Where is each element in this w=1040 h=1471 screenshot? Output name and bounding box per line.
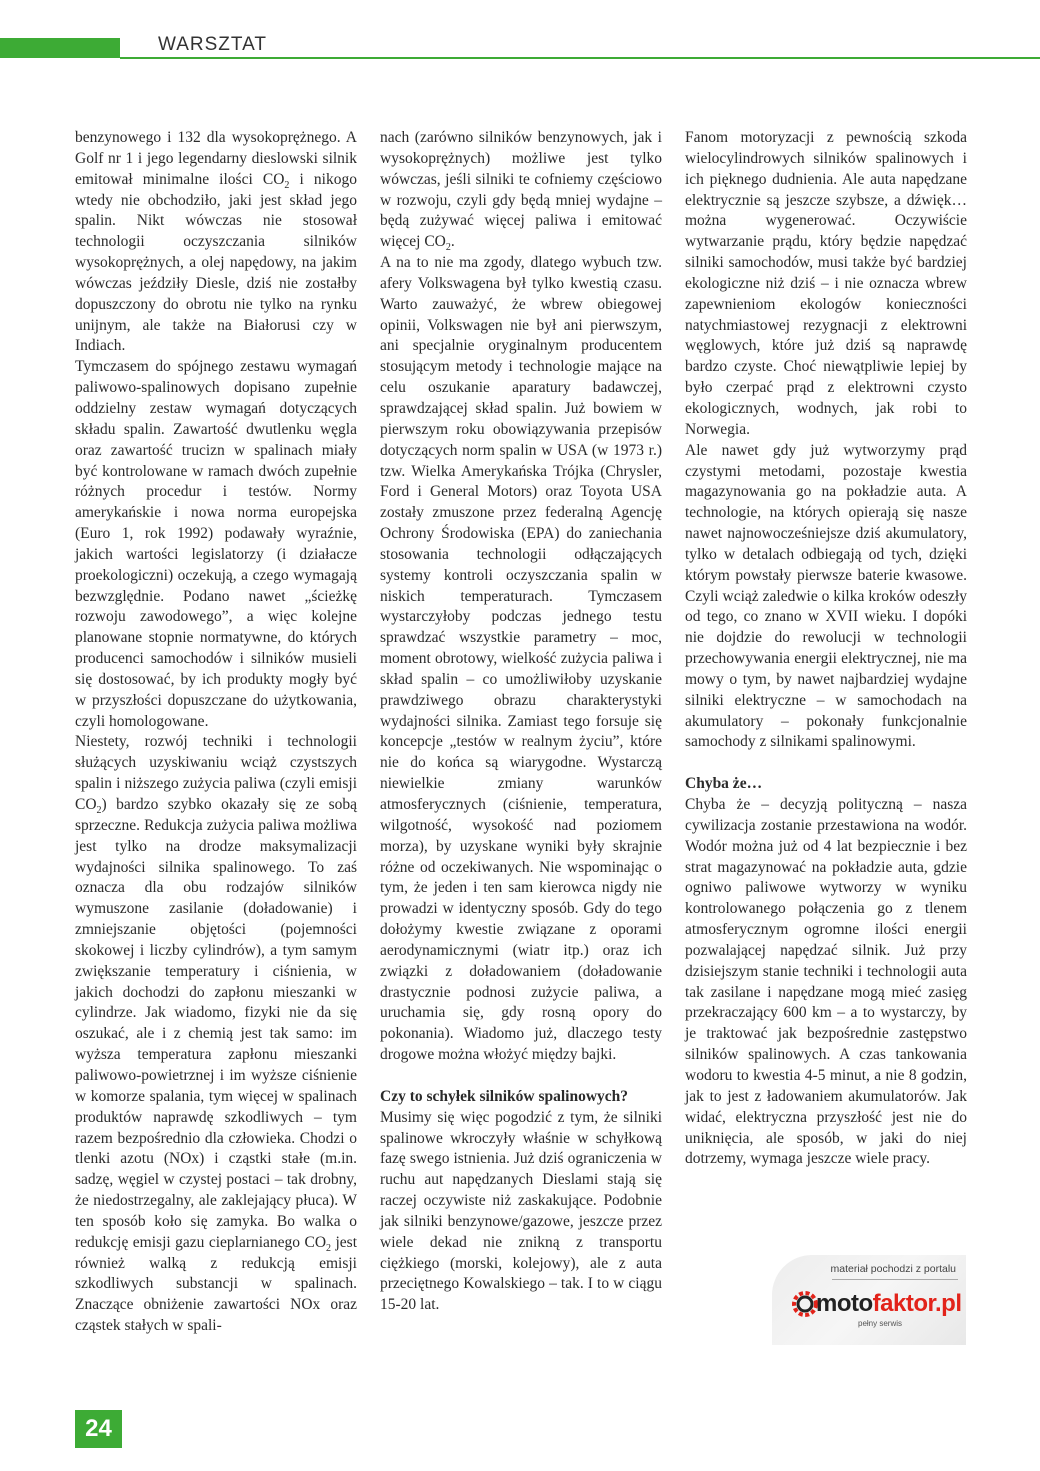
paragraph: Niestety, rozwój techniki i technologii służących uzyskiwaniu wciąż czystszych spalin i niższego zużycia paliwa (czyli emisji $CO_2$) bardzo szybko okazały się ze sobą sprzeczne. Redukcja zużycia paliwa możliwa jest tylko na drodze maksymalizacji wydajności silnika spalinowego. To zaś oznacza dla obu rodzajów silników wymuszone zasilanie (doładowanie) i zmniejszanie objętości (pojemności skokowej i liczby cylindrów), a tym samym zwiększanie temperatury i ciśnienia, w jakich dochodzi do zapłonu mieszanki w cylindrze. Jak wiadomo, fizyki nie da się oszukać, ale i z chemią jest tak samo: im wyższa temperatura zapłonu mieszanki paliwowo-powietrznej i im wyższe ciśnienie w komorze spalania, tym więcej w spalinach produktów naprawdę szkodliwych – tym razem bezpośrednio dla człowieka. Chodzi o tlenki azotu (NOx) i cząstki stałe (m.in. sadzę, węgiel w czystej postaci – tak drobny, że niedostrzegalny, ale zaklejający płuca). W ten sposób koło się zamyka. Bo walka o redukcję emisji gazu cieplarnianego $CO_2$ jest również walką z redukcją emisji szkodliwych substancji w spalinach. Znaczące obniżenie zawartości NOx oraz cząstek stałych w spali- <box>75 733 357 1335</box>
subheading: Czy to schyłek silników spalinowych? <box>380 1087 629 1105</box>
page-number: 24 <box>75 1410 122 1448</box>
paragraph: Ale nawet gdy już wytworzymy prąd czystymi metodami, pozostaje kwestia magazynowania go na pokładzie auta. A technologie, na których opierają się nasze nawet najnowocześniejsze dziś akumulatory, tylko w detalach odbiegają od tych, dzięki którym powstały pierwsze baterie kwasowe. Czyli wciąż zaledwie o kilka kroków odeszły od tego, co znano w XVII wieku. I dopóki nie dojdzie do rewolucji w technologii przechowywania energii elektrycznej, nie ma mowy o tym, by nawet najbardziej wydajne silniki elektryczne – w samochodach na akumulatory – pokonały funkcjonalnie samochody z silnikami spalinowymi. <box>685 441 967 751</box>
paragraph: Tymczasem do spójnego zestawu wymagań paliwowo-spalinowych dopisano zupełnie oddzielny zestaw wymagań dotyczących składu spalin. Zawartość dwutlenku węgla oraz zawartość trucizn w spalinach miały być kontrolowane w ramach dwóch zupełnie różnych procedur i testów. Normy amerykańskie i nowa norma europejska (Euro 1, rok 1992) podawały wyraźnie, jakich wartości legislatorzy (i działacze proekologiczni) oczekują, a czego wymagają bezwzględnie. Podano nawet „ścieżkę rozwoju zawodowego”, a więc kolejne planowane stopnie normatywne, do których producenci samochodów i silników musieli się dostosować, by ich produkty mogły być w przyszłości dopuszczane do użytkowania, czyli homologowane. <box>75 358 357 730</box>
source-portal-badge[interactable] <box>772 1255 966 1345</box>
paragraph: Fanom motoryzacji z pewnością szkoda wielocylindrowych silników spalinowych i ich pięknego dudnienia. Ale auta napędzane elektrycznie są jeszcze szybsze, a dźwięk… można wygenerować. Oczywiście wytwarzanie prądu, który będzie napędzać silniki samochodów, musi także być bardziej ekologiczne niż dziś – i nie oznacza wbrew zapewnieniom ekologów konieczności natychmiastowej rezygnacji z elektrowni węglowych, które już dziś są naprawdę bardzo czyste. Choć niewątpliwie lepiej by było czerpać prąd z elektrowni czysto ekologicznych, wodnych, jak robi to Norwegia. <box>685 129 967 438</box>
article-column-2 <box>380 128 662 1316</box>
paragraph: nach (zarówno silników benzynowych, jak i wysokoprężnych) możliwe jest tylko wówczas, jeśli silniki te cofniemy częściowo w rozwoju, czyli gdy będą mniej wydajne – będą zużywać więcej paliwa i emitować więcej $CO_2$. <box>380 129 662 254</box>
promo-label: materiał pochodzi z portalu <box>830 1263 956 1275</box>
paragraph: Musimy się więc pogodzić z tym, że silniki spalinowe wkroczyły właśnie w schyłkową fazę swego istnienia. Już dziś ograniczenia w ruchu aut napędzanych Dieslami stają się raczej oczywiste niż zaskakujące. Podobnie jak silniki benzynowe/gazowe, jeszcze przez wiele dekad nie znikną z transportu ciężkiego (morski, kolejowy), ale z auta przeciętnego Kowalskiego – tak. I to w ciągu 15-20 lat. <box>380 1108 662 1314</box>
section-title: WARSZTAT <box>158 34 267 55</box>
logo-tagline: pełny serwis <box>858 1319 903 1328</box>
article-column-3 <box>685 128 967 1170</box>
paragraph: benzynowego i 132 dla wysokoprężnego. A Golf nr 1 i jego legendarny dieslowski silnik emitował minimalne ilości $CO_2$ i nikogo wtedy nie obchodziło, jaki jest skład jego spalin. Nikt wówczas nie stosował technologii oczyszczania silników wysokoprężnych, a olej napędowy, na jakim wówczas jeździły Diesle, dziś nie zostałby dopuszczony do obrotu nie tylko na rynku unijnym, ale także na Białorusi czy w Indiach. <box>75 129 357 355</box>
header-accent-bar <box>0 38 120 58</box>
header-rule <box>120 57 1040 59</box>
subheading: Chyba że… <box>685 775 763 793</box>
motofaktor-logo: motofaktor.pl <box>816 1290 962 1317</box>
promo-divider <box>832 1279 958 1280</box>
article-column-1 <box>75 128 357 1337</box>
paragraph: A na to nie ma zgody, dlatego wybuch tzw. afery Volkswagena był tylko kwestią czasu. Warto zauważyć, że wbrew obiegowej opinii, Volkswagen nie był ani pierwszym, ani specjalnie oryginalnym producentem stosującym metody i technologie mające na celu oszukanie aparatury badawczej, sprawdzającej skład spalin. Już bowiem w pierwszym roku obowiązywania przepisów dotyczących norm spalin w USA (w 1973 r.) tzw. Wielka Amerykańska Trójka (Chrysler, Ford i General Motors) oraz Toyota USA zostały zmuszone przez federalną Agencję Ochrony Środowiska (EPA) do zaniechania stosowania technologii odłączających systemy kontroli oczyszczania spalin w niskich temperaturach. Tymczasem wystarczyłoby podczas jednego testu sprawdzać wszystkie parametry – moc, moment obrotowy, wielkość zużycia paliwa i skład spalin – co umożliwiłoby uzyskanie prawdziwego obrazu charakterystyki wydajności silnika. Zamiast tego forsuje się koncepcje „testów w realnym życiu”, które nie do końca są wiarygodne. Wystarczą niewielkie zmiany warunków atmosferycznych (ciśnienie, temperatura, wilgotność, wysokość nad poziomem morza), by uzyskane wyniki były skrajnie różne od oczekiwanych. Nie wspominając o tym, że jeden i ten sam kierowca nigdy nie prowadzi w identyczny sposób. Gdy do tego dołożymy kwestie związane z oporami aerodynamicznymi (wiatr itp.) oraz ich związki z doładowaniem (doładowanie drastycznie podnosi zużycie paliwa, a uruchamia się, gdy rosną opory do pokonania). Wiadomo już, dlaczego testy drogowe można włożyć między bajki. <box>380 254 662 1064</box>
paragraph: Chyba że – decyzją polityczną – nasza cywilizacja zostanie przestawiona na wodór. Wodór można już od 4 lat bezpiecznie i bez strat magazynować na pokładzie auta, gdzie ogniwo paliwowe wytworzy w wyniku kontrolowanego połączenia go z tlenem atmosferycznym ogromne ilości energii pozwalającej napędzać silnik. Już przy dzisiejszym stanie techniki i technologii auta tak zasilane i napędzane mogą mieć zasięg przekraczający 600 km – a to wystarczy, by je traktować jak bezpośrednie zastępstwo silników spalinowych. A czas tankowania wodoru to kwestia 4-5 minut, a nie 8 godzin, jak to jest z ładowaniem akumulatorów. Jak widać, elektryczna przyszłość jest nie do uniknięcia, ale sposób, w jaki do niej dotrzemy, wymaga jeszcze wiele pracy. <box>685 796 967 1168</box>
